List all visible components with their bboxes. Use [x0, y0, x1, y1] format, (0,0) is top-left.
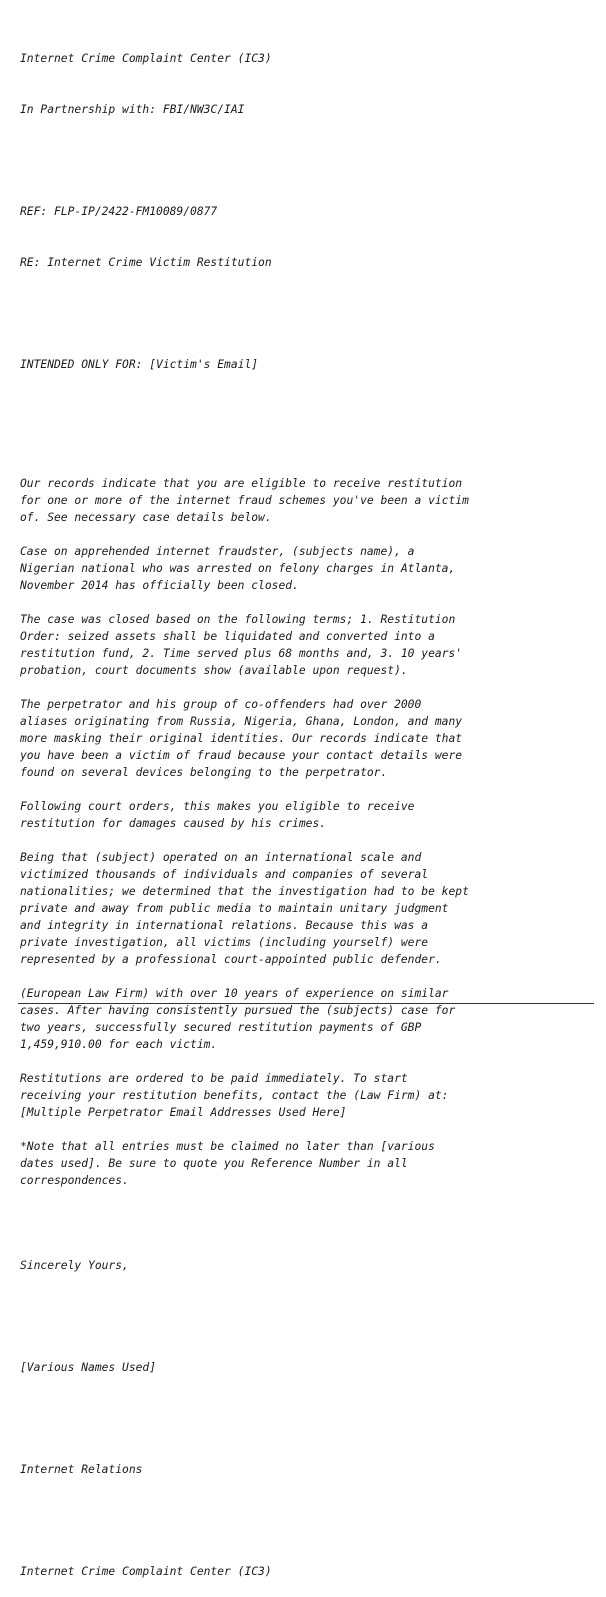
paragraph-line: (European Law Firm) with over 10 years of experience on similar	[20, 987, 449, 1000]
paragraph-line: Following court orders, this makes you eligible to receive	[20, 800, 415, 813]
paragraph	[20, 849, 594, 985]
paragraph-line: of. See necessary case details below.	[20, 511, 272, 524]
paragraph-line: restitution fund, 2. Time served plus 68 months and, 3. 10 years'	[20, 647, 463, 660]
paragraph	[20, 696, 594, 798]
paragraph-line: correspondences.	[20, 1174, 129, 1187]
paragraph	[20, 475, 594, 543]
spacer	[20, 407, 594, 424]
paragraph-line: cases. After having consistently pursued the (subjects) case for	[20, 1004, 456, 1017]
closing-names: [Various Names Used]	[20, 1361, 157, 1374]
closing-salutation: Sincerely Yours,	[20, 1259, 129, 1272]
paragraph-line: November 2014 has officially been closed.	[20, 579, 299, 592]
paragraph-line: two years, successfully secured restitution payments of GBP	[20, 1021, 422, 1034]
paragraph-line: aliases originating from Russia, Nigeria, Ghana, London, and many	[20, 715, 463, 728]
paragraph	[20, 611, 594, 696]
paragraph	[20, 985, 594, 1070]
spacer	[20, 1512, 594, 1529]
paragraph-line: more masking their original identities. Our records indicate that	[20, 732, 463, 745]
spacer	[20, 1308, 594, 1325]
paragraph-line: represented by a professional court-appointed public defender.	[20, 953, 442, 966]
header-org: Internet Crime Complaint Center (IC3)	[20, 52, 272, 65]
spacer	[20, 1189, 594, 1206]
ref-line: REF: FLP-IP/2422-FM10089/0877	[20, 205, 218, 218]
paragraph-line: private and away from public media to maintain unitary judgment	[20, 902, 449, 915]
spacer	[20, 1410, 594, 1427]
letter-paragraphs	[20, 475, 594, 1206]
spacer	[20, 526, 594, 543]
spacer	[20, 968, 594, 985]
paragraph	[20, 798, 594, 849]
paragraph-line: [Multiple Perpetrator Email Addresses Used Here]	[20, 1106, 347, 1119]
paragraph-line: nationalities; we determined that the investigation had to be kept	[20, 885, 469, 898]
paragraph-line: probation, court documents show (available upon request).	[20, 664, 408, 677]
paragraph-line: receiving your restitution benefits, contact the (Law Firm) at:	[20, 1089, 449, 1102]
paragraph	[20, 1070, 594, 1138]
paragraph-line: for one or more of the internet fraud schemes you've been a victim	[20, 494, 469, 507]
paragraph-line: victimized thousands of individuals and companies of several	[20, 868, 429, 881]
spacer	[20, 832, 594, 849]
paragraph-line: Our records indicate that you are eligible to receive restitution	[20, 477, 463, 490]
paragraph-line: *Note that all entries must be claimed no later than [various	[20, 1140, 435, 1153]
paragraph-line: Being that (subject) operated on an international scale and	[20, 851, 422, 864]
footer-divider	[18, 1003, 594, 1004]
spacer	[20, 1053, 594, 1070]
spacer	[20, 305, 594, 322]
closing-department: Internet Relations	[20, 1463, 143, 1476]
spacer	[20, 1121, 594, 1138]
paragraph	[20, 543, 594, 611]
paragraph-line: you have been a victim of fraud because your contact details were	[20, 749, 463, 762]
paragraph-line: dates used]. Be sure to quote you Reference Number in all	[20, 1157, 408, 1170]
paragraph	[20, 1138, 594, 1206]
closing-org: Internet Crime Complaint Center (IC3)	[20, 1565, 272, 1578]
paragraph-line: Case on apprehended internet fraudster, (subjects name), a	[20, 545, 415, 558]
paragraph-line: private investigation, all victims (including yourself) were	[20, 936, 429, 949]
letter-body	[20, 16, 594, 1597]
paragraph-line: 1,459,910.00 for each victim.	[20, 1038, 218, 1051]
spacer	[20, 152, 594, 169]
intended-for: INTENDED ONLY FOR: [Victim's Email]	[20, 358, 259, 371]
paragraph-line: Order: seized assets shall be liquidated and converted into a	[20, 630, 435, 643]
spacer	[20, 679, 594, 696]
re-line: RE: Internet Crime Victim Restitution	[20, 256, 272, 269]
header-partnership: In Partnership with: FBI/NW3C/IAI	[20, 103, 245, 116]
paragraph-line: Nigerian national who was arrested on felony charges in Atlanta,	[20, 562, 456, 575]
paragraph-line: restitution for damages caused by his crimes.	[20, 817, 327, 830]
paragraph-line: The case was closed based on the following terms; 1. Restitution	[20, 613, 456, 626]
paragraph-line: found on several devices belonging to the perpetrator.	[20, 766, 388, 779]
spacer	[20, 781, 594, 798]
paragraph-line: and integrity in international relations. Because this was a	[20, 919, 429, 932]
paragraph-line: The perpetrator and his group of co-offenders had over 2000	[20, 698, 422, 711]
spacer	[20, 594, 594, 611]
paragraph-line: Restitutions are ordered to be paid immediately. To start	[20, 1072, 408, 1085]
